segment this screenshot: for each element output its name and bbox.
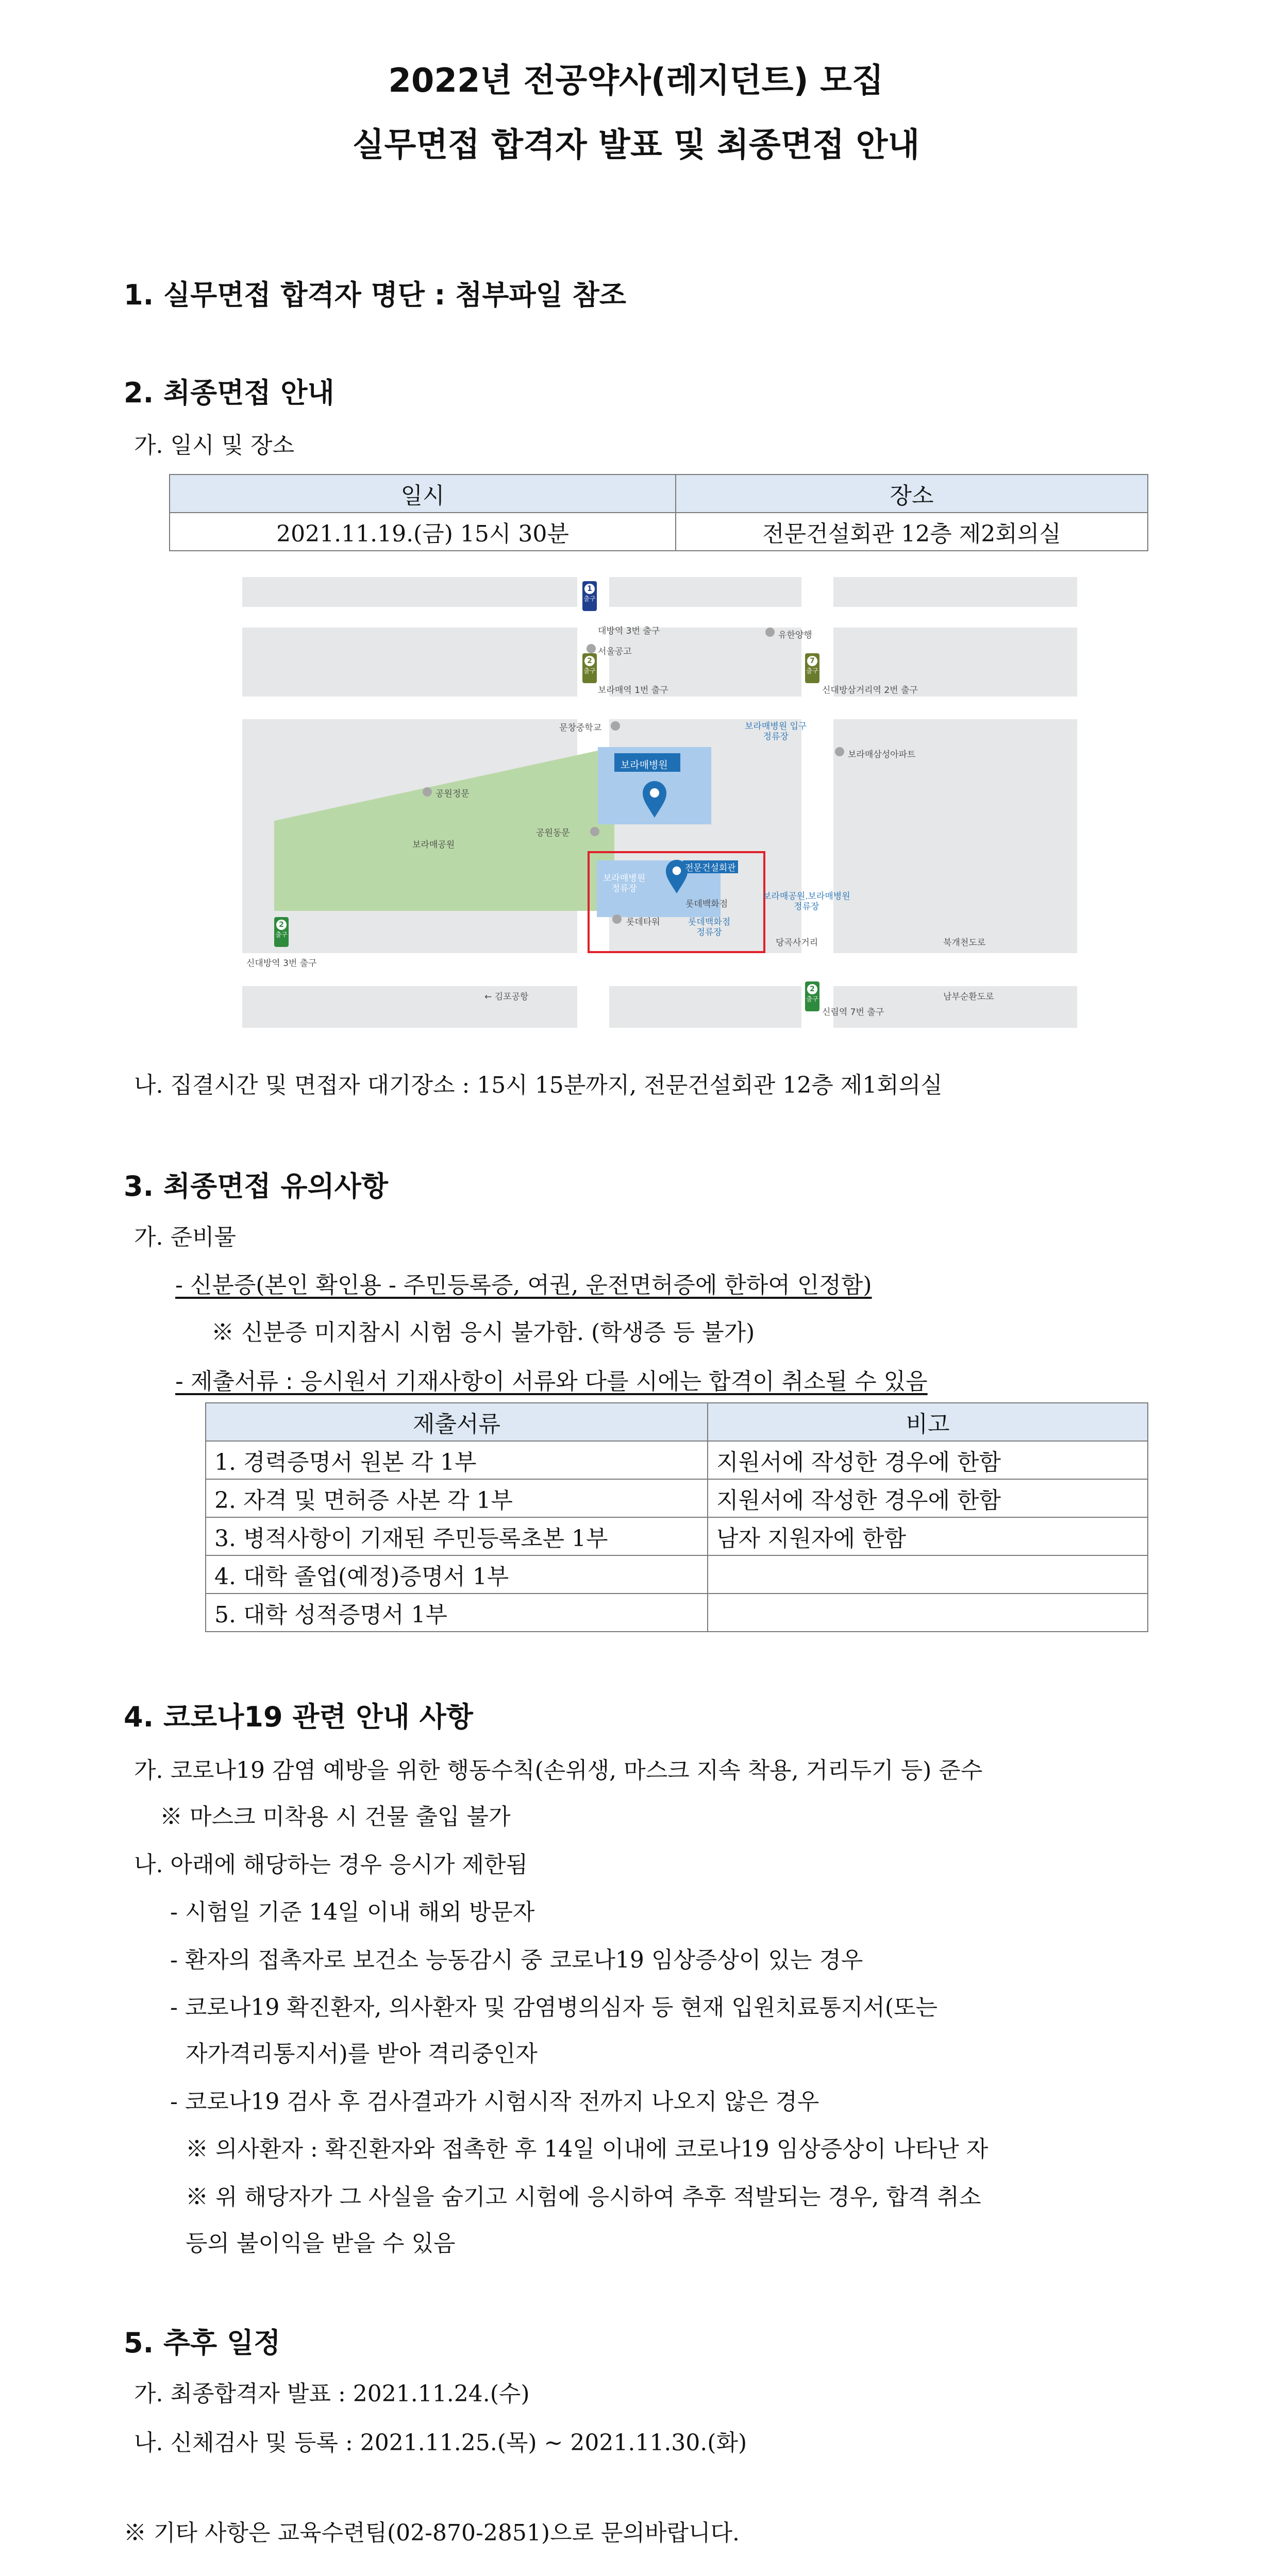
documents-table-header-doc: 제출서류 — [206, 1403, 708, 1441]
sinrim-exit-icon: 2 출구 — [805, 981, 819, 1011]
section-3-item-ga: 가. 준비물 — [134, 1224, 236, 1250]
table-row: 2. 자격 및 면허증 사본 각 1부 지원서에 작성한 경우에 한함 — [206, 1479, 1148, 1517]
covid-line: 자가격리통지서)를 받아 격리중인자 — [186, 2041, 538, 2067]
covid-line: 등의 불이익을 받을 수 있음 — [186, 2230, 456, 2257]
boramae-hospital-label: 보라매병원 — [621, 759, 668, 771]
sindaebang-exit-icon: 2 출구 — [274, 917, 289, 947]
schedule-place-cell: 전문건설회관 12층 제2회의실 — [676, 513, 1148, 551]
documents-table — [205, 1402, 1148, 1632]
schedule-line: 가. 최종합격자 발표 : 2021.11.24.(수) — [134, 2381, 530, 2407]
section-2-heading: 2. 최종면접 안내 — [124, 377, 334, 409]
table-row: 3. 병적사항이 기재된 주민등록초본 1부 남자 지원자에 한함 — [206, 1517, 1148, 1555]
contact-note: ※ 기타 사항은 교육수련팀(02-870-2851)으로 문의바랍니다. — [124, 2520, 740, 2546]
covid-line: - 코로나19 확진환자, 의사환자 및 감염병의심자 등 현재 입원치료통지서(또는 — [170, 1994, 938, 2021]
covid-line: 가. 코로나19 감염 예방을 위한 행동수칙(손위생, 마스크 지속 착용, 거리두기 등) 준수 — [134, 1757, 983, 1784]
location-map: 보라매병원 1 출구 2 출구 7 출구 2 출구 2 출구 대방역 3번 출구 서울공고 보라매역 1번 출구 유한양행 신대방삼거리역 2번 출구 문창중학교 보라매병원 입구 정류장 보라매삼성아파트 공원정문 보라매공원 공원동문 전문건설회관 보라매병원 정류장 롯데백화점 보라매공원.보라매병원 정류장 롯데타워 롯데백화점 정류장 당곡사거리 북개천도로 신대방역 3번 출구 ← 김포공항 남부순환도로 신림역 7번 출구 — [242, 577, 1077, 1028]
schedule-date-cell: 2021.11.19.(금) 15시 30분 — [170, 513, 676, 551]
subway-exit-2-icon: 2 출구 — [582, 653, 597, 683]
table-row: 4. 대학 졸업(예정)증명서 1부 — [206, 1555, 1148, 1594]
document-title: 2022년 전공약사(레지던트) 모집 — [388, 62, 884, 100]
table-row: 1. 경력증명서 원본 각 1부 지원서에 작성한 경우에 한함 — [206, 1441, 1148, 1479]
id-requirement-line: - 신분증(본인 확인용 - 주민등록증, 여권, 운전면허증에 한하여 인정함) — [175, 1272, 872, 1298]
subway-exit-7-icon: 7 출구 — [805, 653, 819, 683]
covid-line: ※ 위 해당자가 그 사실을 숨기고 시험에 응시하여 추후 적발되는 경우, 합격 취소 — [186, 2184, 981, 2210]
schedule-line: 나. 신체검사 및 등록 : 2021.11.25.(목) ~ 2021.11.30.(화) — [134, 2430, 747, 2456]
section-1-heading: 1. 실무면접 합격자 명단 : 첨부파일 참조 — [124, 279, 626, 311]
documents-table-header-note: 비고 — [708, 1403, 1148, 1441]
covid-line: - 시험일 기준 14일 이내 해외 방문자 — [170, 1899, 535, 1925]
covid-line: 나. 아래에 해당하는 경우 응시가 제한됨 — [134, 1852, 528, 1878]
subway-exit-1-icon: 1 출구 — [582, 581, 597, 611]
covid-line: ※ 마스크 미착용 시 건물 출입 불가 — [160, 1804, 511, 1830]
covid-line: ※ 의사환자 : 확진환자와 접촉한 후 14일 이내에 코로나19 임상증상이 나타난 자 — [186, 2136, 989, 2162]
section-3-heading: 3. 최종면접 유의사항 — [124, 1170, 388, 1202]
section-2-item-ga: 가. 일시 및 장소 — [134, 432, 294, 459]
documents-requirement-line: - 제출서류 : 응시원서 기재사항이 서류와 다를 시에는 합격이 취소될 수 있음 — [175, 1368, 928, 1395]
covid-line: - 코로나19 검사 후 검사결과가 시험시작 전까지 나오지 않은 경우 — [170, 2089, 819, 2115]
table-row: 5. 대학 성적증명서 1부 — [206, 1594, 1148, 1632]
section-5-heading: 5. 추후 일정 — [124, 2327, 281, 2359]
id-requirement-note: ※ 신분증 미지참시 시험 응시 불가함. (학생증 등 불가) — [211, 1319, 755, 1346]
document-subtitle: 실무면접 합격자 발표 및 최종면접 안내 — [352, 126, 920, 164]
schedule-table-header-date: 일시 — [170, 474, 676, 513]
schedule-table — [169, 474, 1148, 551]
hospital-location-pin-icon — [642, 781, 667, 819]
section-2-item-na: 나. 집결시간 및 면접자 대기장소 : 15시 15분까지, 전문건설회관 12층 제1회의실 — [134, 1072, 943, 1098]
schedule-table-header-place: 장소 — [676, 474, 1148, 513]
section-4-heading: 4. 코로나19 관련 안내 사항 — [124, 1701, 473, 1733]
covid-line: - 환자의 접촉자로 보건소 능동감시 중 코로나19 임상증상이 있는 경우 — [170, 1947, 863, 1973]
